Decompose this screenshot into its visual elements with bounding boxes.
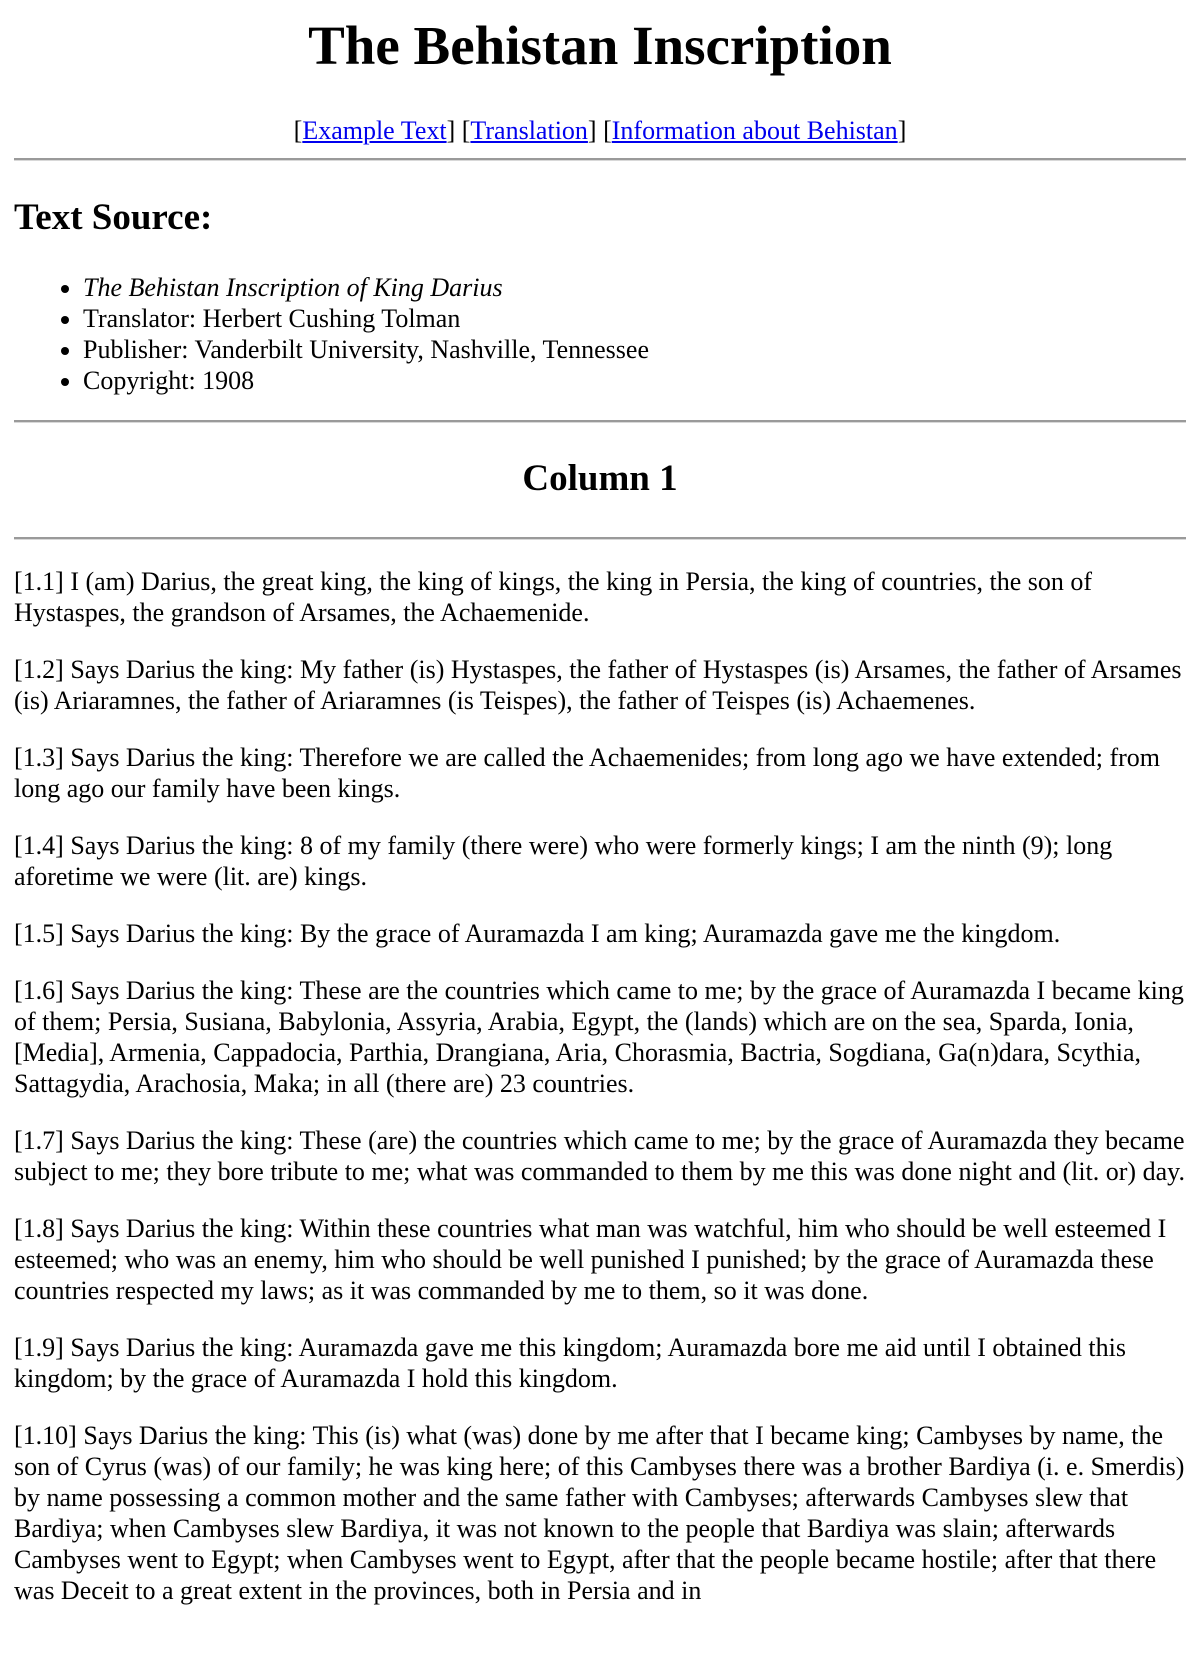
verse-paragraph: [1.10] Says Darius the king: This (is) what (was) done by me after that I became king; Cambyses by name, the son of Cyrus (was) of our family; he was king here; of this Cambyses there was a brother Bardiya (i. e. Smerdis) by name possessing a common mother and the same father with Cambyses; afterwards Cambyses slew that Bardiya; when Cambyses slew Bardiya, it was not known to the people that Bardiya was slain; afterwards Cambyses went to Egypt; when Cambyses went to Egypt, after that the people became hostile; after that there was Deceit to a great extent in the provinces, both in Persia and in [14,1421,1185,1605]
text-source-heading: Text Source: [14,197,213,238]
column-heading: Column 1 [522,458,678,499]
verse-paragraph: [1.7] Says Darius the king: These (are) the countries which came to me; by the grace of Auramazda they became subject to me; they bore tribute to me; what was commanded to them by me this was done night and (lit. or) day. [14,1126,1185,1186]
verse-paragraph: [1.9] Says Darius the king: Auramazda gave me this kingdom; Auramazda bore me aid until I obtained this kingdom; by the grace of Auramazda I hold this kingdom. [14,1333,1126,1393]
verse-paragraph: [1.8] Says Darius the king: Within these countries what man was watchful, him who should be well esteemed I esteemed; who was an enemy, him who should be well punished I punished; by the grace of Auramazda these countries respected my laws; as it was commanded by me to them, so it was done. [14,1214,1167,1305]
verse-paragraph: [1.6] Says Darius the king: These are the countries which came to me; by the grace of Auramazda I became king of them; Persia, Susiana, Babylonia, Assyria, Arabia, Egypt, the (lands) which are on the sea, Sparda, Ionia, [Media], Armenia, Cappadocia, Parthia, Drangiana, Aria, Chorasmia, Bactria, Sogdiana, Ga(n)dara, Scythia, Sattagydia, Arachosia, Maka; in all (there are) 23 countries. [14,976,1184,1098]
verse-paragraph: [1.1] I (am) Darius, the great king, the king of kings, the king in Persia, the king of countries, the son of Hystaspes, the grandson of Arsames, the Achaemenide. [14,567,1093,627]
verse-paragraph: [1.4] Says Darius the king: 8 of my family (there were) who were formerly kings; I am the ninth (9); long aforetime we were (lit. are) kings. [14,831,1113,891]
verse-paragraph: [1.3] Says Darius the king: Therefore we are called the Achaemenides; from long ago we have extended; from long ago our family have been kings. [14,743,1160,803]
verse-paragraph: [1.2] Says Darius the king: My father (is) Hystaspes, the father of Hystaspes (is) Arsames, the father of Arsames (is) Ariaramnes, the father of Ariaramnes (is Teispes), the father of Teispes (is) Achaemenes. [14,655,1182,715]
nav-links: [Example Text] [Translation] [Information about Behistan] [293,116,907,145]
source-item-translator: • Translator: Herbert Cushing Tolman [83,303,1186,334]
verse-paragraph: [1.5] Says Darius the king: By the grace of Auramazda I am king; Auramazda gave me the kingdom. [14,919,1061,948]
source-item-copyright: • Copyright: 1908 [83,365,1186,396]
source-item-title: • The Behistan Inscription of King Darius [83,272,1186,303]
divider [14,420,1186,423]
page-title: The Behistan Inscription [308,15,892,76]
divider [14,537,1186,540]
source-item-publisher: • Publisher: Vanderbilt University, Nashville, Tennessee [83,334,1186,365]
nav-link-information[interactable]: Information about Behistan [611,116,898,145]
nav-link-translation[interactable]: Translation [470,116,588,145]
verse-list [14,566,1186,1606]
text-source-list [14,272,1186,396]
divider [14,158,1186,161]
nav-link-example-text[interactable]: Example Text [302,116,447,145]
